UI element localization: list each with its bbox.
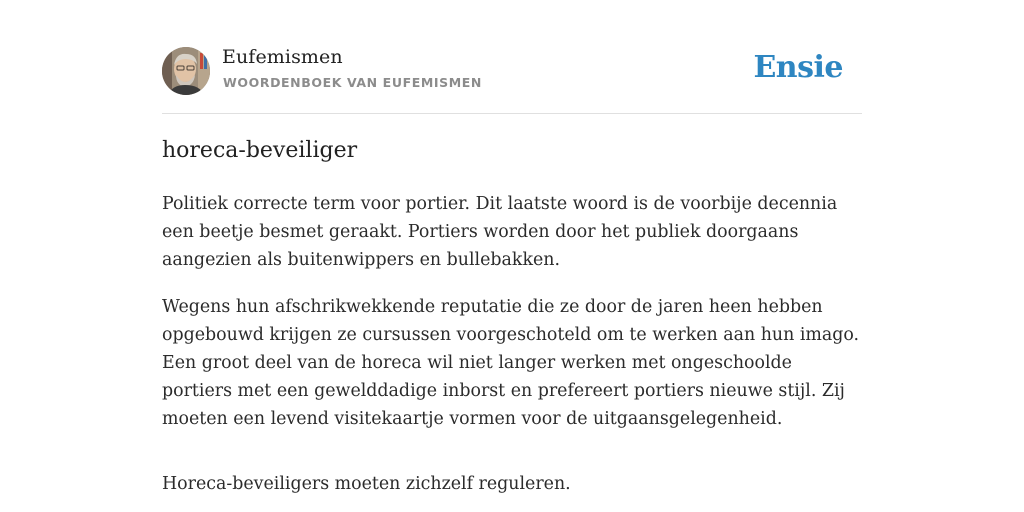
entry-title: horeca-beveiliger	[162, 138, 358, 163]
entry-paragraph-3: Horeca-beveiligers moeten zichzelf reguleren.	[162, 474, 571, 494]
header	[162, 0, 862, 114]
entry-body	[162, 190, 862, 512]
author-avatar-icon[interactable]	[162, 47, 210, 95]
entry-paragraph-2: Wegens hun afschrikwekkende reputatie die ze door de jaren heen hebben opgebouwd krijgen ze cursussen voorgeschoteld om te werken aan hun imago. Een groot deel van de horeca wil niet langer werken met ongeschoolde portiers met een gewelddadige inborst en prefereert portiers nieuwe stijl. Zij moeten een levend visitekaartje vormen voor de uitgaansgelegenheid.	[162, 297, 860, 429]
ensie-logo[interactable]: Ensie	[753, 50, 843, 85]
dictionary-title[interactable]: Eufemismen	[222, 46, 343, 68]
dictionary-subtitle: WOORDENBOEK VAN EUFEMISMEN	[223, 75, 482, 90]
ensie-card	[162, 0, 862, 494]
entry-paragraph-1: Politiek correcte term voor portier. Dit laatste woord is de voorbije decennia een beetje besmet geraakt. Portiers worden door het publiek doorgaans aangezien als buitenwippers en bullebakken.	[162, 194, 838, 270]
